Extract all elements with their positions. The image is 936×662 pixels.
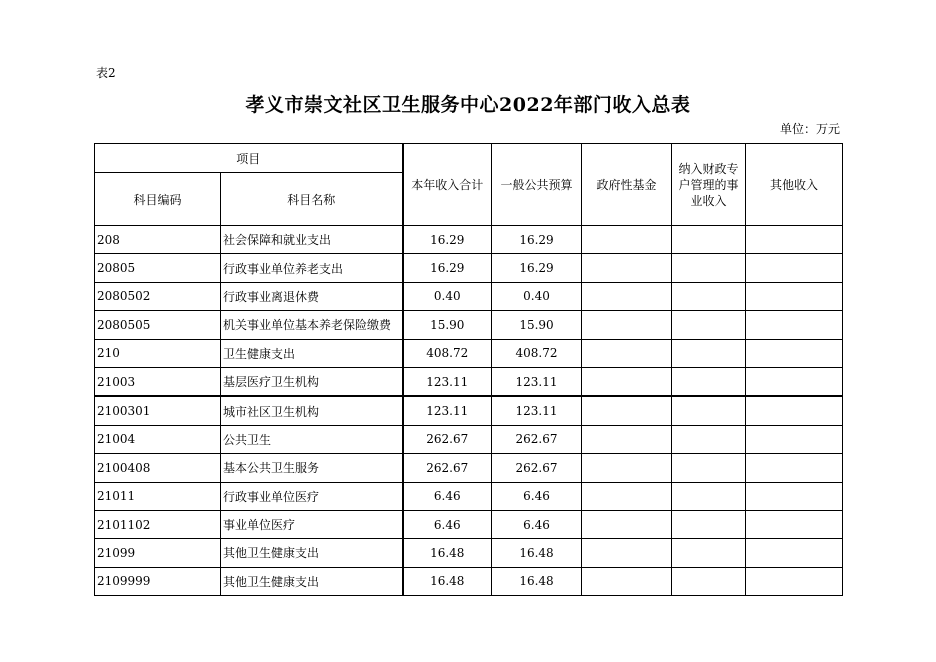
cell-gov-fund <box>582 482 672 510</box>
cell-code: 2100301 <box>95 396 221 425</box>
cell-gov-fund <box>582 510 672 538</box>
cell-general-budget: 16.29 <box>492 254 582 282</box>
page-title: 孝义市崇文社区卫生服务中心2022年部门收入总表 <box>245 94 691 116</box>
cell-general-budget: 123.11 <box>492 396 582 425</box>
table-row <box>95 482 843 510</box>
cell-special-account <box>672 510 746 538</box>
header-other: 其他收入 <box>746 144 843 226</box>
cell-total: 16.29 <box>403 226 492 254</box>
cell-special-account <box>672 396 746 425</box>
cell-total: 16.29 <box>403 254 492 282</box>
cell-gov-fund <box>582 367 672 396</box>
cell-gov-fund <box>582 425 672 453</box>
table-row <box>95 510 843 538</box>
cell-special-account <box>672 454 746 482</box>
cell-total: 15.90 <box>403 311 492 339</box>
header-general-budget: 一般公共预算 <box>492 144 582 226</box>
table-row <box>95 311 843 339</box>
cell-total: 123.11 <box>403 367 492 396</box>
cell-code: 20805 <box>95 254 221 282</box>
cell-general-budget: 0.40 <box>492 282 582 310</box>
cell-code: 208 <box>95 226 221 254</box>
cell-special-account <box>672 367 746 396</box>
cell-other <box>746 425 843 453</box>
cell-other <box>746 226 843 254</box>
cell-gov-fund <box>582 396 672 425</box>
cell-gov-fund <box>582 311 672 339</box>
header-item: 项目 <box>95 144 403 173</box>
cell-special-account <box>672 254 746 282</box>
cell-code: 21099 <box>95 539 221 567</box>
cell-special-account <box>672 226 746 254</box>
cell-general-budget: 15.90 <box>492 311 582 339</box>
cell-other <box>746 482 843 510</box>
cell-general-budget: 16.48 <box>492 567 582 595</box>
cell-total: 123.11 <box>403 396 492 425</box>
table-row <box>95 282 843 310</box>
cell-other <box>746 567 843 595</box>
table-row <box>95 367 843 396</box>
cell-name: 城市社区卫生机构 <box>221 396 403 425</box>
table-row <box>95 396 843 425</box>
cell-general-budget: 123.11 <box>492 367 582 396</box>
cell-name: 事业单位医疗 <box>221 510 403 538</box>
cell-total: 16.48 <box>403 539 492 567</box>
table-row <box>95 454 843 482</box>
cell-other <box>746 339 843 367</box>
table-row <box>95 425 843 453</box>
table-row <box>95 226 843 254</box>
cell-gov-fund <box>582 339 672 367</box>
cell-name: 行政事业单位医疗 <box>221 482 403 510</box>
table-row <box>95 567 843 595</box>
cell-gov-fund <box>582 226 672 254</box>
cell-general-budget: 6.46 <box>492 510 582 538</box>
cell-code: 2080505 <box>95 311 221 339</box>
cell-total: 408.72 <box>403 339 492 367</box>
cell-special-account <box>672 482 746 510</box>
cell-gov-fund <box>582 539 672 567</box>
cell-name: 基层医疗卫生机构 <box>221 367 403 396</box>
cell-name: 其他卫生健康支出 <box>221 567 403 595</box>
header-name: 科目名称 <box>221 173 403 226</box>
unit-label: 单位：万元 <box>779 122 840 136</box>
cell-general-budget: 262.67 <box>492 425 582 453</box>
cell-total: 6.46 <box>403 510 492 538</box>
cell-name: 行政事业单位养老支出 <box>221 254 403 282</box>
cell-name: 基本公共卫生服务 <box>221 454 403 482</box>
cell-name: 其他卫生健康支出 <box>221 539 403 567</box>
cell-code: 21003 <box>95 367 221 396</box>
table-row <box>95 254 843 282</box>
cell-gov-fund <box>582 282 672 310</box>
cell-general-budget: 408.72 <box>492 339 582 367</box>
cell-name: 行政事业离退休费 <box>221 282 403 310</box>
cell-name: 社会保障和就业支出 <box>221 226 403 254</box>
table-number: 表2 <box>96 66 116 80</box>
cell-code: 2080502 <box>95 282 221 310</box>
cell-name: 机关事业单位基本养老保险缴费 <box>221 311 403 339</box>
cell-total: 16.48 <box>403 567 492 595</box>
cell-code: 210 <box>95 339 221 367</box>
cell-gov-fund <box>582 454 672 482</box>
cell-code: 2101102 <box>95 510 221 538</box>
cell-special-account <box>672 567 746 595</box>
cell-other <box>746 539 843 567</box>
table-row <box>95 339 843 367</box>
table-row <box>95 539 843 567</box>
cell-gov-fund <box>582 567 672 595</box>
cell-total: 0.40 <box>403 282 492 310</box>
cell-special-account <box>672 282 746 310</box>
cell-other <box>746 454 843 482</box>
cell-name: 卫生健康支出 <box>221 339 403 367</box>
cell-code: 21004 <box>95 425 221 453</box>
cell-general-budget: 16.48 <box>492 539 582 567</box>
cell-other <box>746 396 843 425</box>
cell-total: 6.46 <box>403 482 492 510</box>
cell-other <box>746 311 843 339</box>
header-total: 本年收入合计 <box>403 144 492 226</box>
cell-total: 262.67 <box>403 425 492 453</box>
header-gov-fund: 政府性基金 <box>582 144 672 226</box>
cell-other <box>746 282 843 310</box>
cell-general-budget: 16.29 <box>492 226 582 254</box>
cell-gov-fund <box>582 254 672 282</box>
cell-other <box>746 254 843 282</box>
cell-total: 262.67 <box>403 454 492 482</box>
cell-other <box>746 510 843 538</box>
cell-other <box>746 367 843 396</box>
cell-code: 21011 <box>95 482 221 510</box>
cell-code: 2109999 <box>95 567 221 595</box>
cell-name: 公共卫生 <box>221 425 403 453</box>
cell-special-account <box>672 339 746 367</box>
cell-special-account <box>672 311 746 339</box>
cell-general-budget: 262.67 <box>492 454 582 482</box>
header-code: 科目编码 <box>95 173 221 226</box>
cell-code: 2100408 <box>95 454 221 482</box>
cell-special-account <box>672 425 746 453</box>
header-special-account: 纳入财政专户管理的事业收入 <box>672 144 746 226</box>
cell-special-account <box>672 539 746 567</box>
cell-general-budget: 6.46 <box>492 482 582 510</box>
income-summary-table <box>94 143 843 596</box>
